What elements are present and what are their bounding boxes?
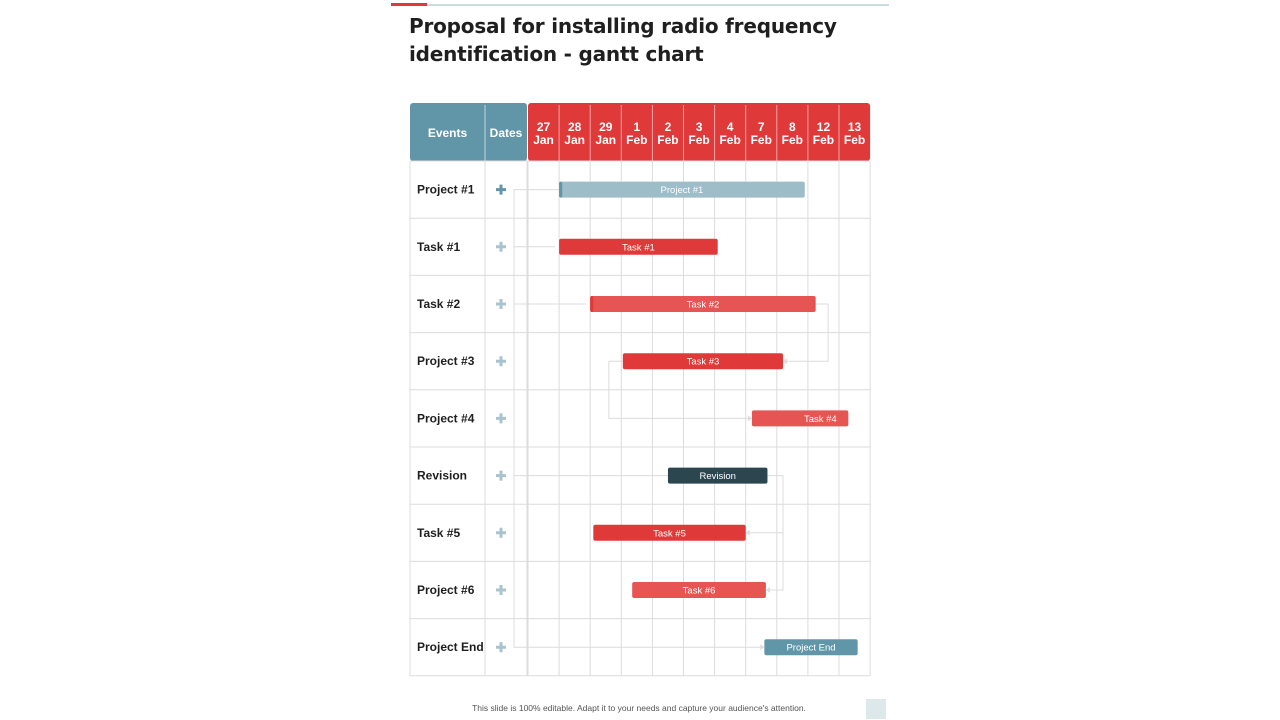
gantt-bar-label: Project #1 xyxy=(660,185,704,197)
connector-arrowhead xyxy=(783,358,787,364)
page-title: Proposal for installing radio frequency identification - gantt chart xyxy=(409,14,837,66)
date-day-label: 3 xyxy=(695,120,703,134)
event-label: Task #5 xyxy=(417,525,461,540)
gantt-bar-label: Task #5 xyxy=(653,528,686,540)
date-month-label: Feb xyxy=(688,133,710,147)
date-month-label: Feb xyxy=(750,133,772,147)
date-day-label: 4 xyxy=(726,120,734,134)
date-month-label: Feb xyxy=(719,133,741,147)
header-dates-label: Dates xyxy=(489,126,523,140)
connector-arrowhead xyxy=(766,587,770,593)
plus-icon xyxy=(496,356,506,366)
date-day-label: 29 xyxy=(599,120,613,134)
date-day-label: 13 xyxy=(847,120,862,134)
event-label: Project #6 xyxy=(417,583,475,597)
date-month-label: Jan xyxy=(564,133,585,147)
gantt-bar-label: Project End xyxy=(786,642,836,654)
event-label: Project End xyxy=(417,640,484,655)
header-events-label: Events xyxy=(427,126,468,140)
gantt-bar-progress xyxy=(590,296,593,312)
footer-note: This slide is 100% editable. Adapt it to your needs and capture your audience's attention. xyxy=(472,703,806,713)
plus-icon xyxy=(496,471,506,481)
date-day-label: 1 xyxy=(633,120,641,134)
plus-icon xyxy=(496,642,506,652)
plus-icon xyxy=(496,413,506,423)
gantt-bar-label: Task #1 xyxy=(622,242,655,254)
date-day-label: 7 xyxy=(757,120,765,134)
gantt-bar-label: Task #2 xyxy=(686,299,720,311)
plus-icon xyxy=(496,185,506,195)
gantt-bar-label: Task #3 xyxy=(686,356,720,368)
date-day-label: 27 xyxy=(536,120,551,134)
event-label: Revision xyxy=(417,468,468,483)
date-day-label: 12 xyxy=(816,120,831,134)
plus-icon xyxy=(496,242,506,252)
connector-arrowhead xyxy=(760,644,764,650)
gantt-bar-label: Revision xyxy=(699,471,736,483)
plus-icon xyxy=(496,299,506,309)
event-label: Task #1 xyxy=(417,239,461,254)
date-month-label: Feb xyxy=(781,133,804,147)
plus-icon xyxy=(496,585,506,595)
event-label: Project #1 xyxy=(417,182,475,197)
date-day-label: 8 xyxy=(789,120,796,134)
event-label: Project #4 xyxy=(417,411,475,426)
plus-icon xyxy=(496,528,506,538)
date-month-label: Feb xyxy=(657,133,679,147)
event-label: Task #2 xyxy=(417,297,461,311)
date-month-label: Jan xyxy=(595,133,617,147)
connector-arrowhead xyxy=(748,415,752,421)
date-month-label: Feb xyxy=(626,133,648,147)
gantt-bar-progress xyxy=(559,182,562,198)
gantt-bar-label: Task #6 xyxy=(682,585,716,597)
date-month-label: Feb xyxy=(812,133,835,147)
corner-decoration xyxy=(866,699,886,719)
event-label: Project #3 xyxy=(417,354,475,369)
date-day-label: 2 xyxy=(664,120,672,134)
date-day-label: 28 xyxy=(567,120,582,134)
connector-arrowhead xyxy=(746,530,750,536)
gantt-bar-label: Task #4 xyxy=(803,413,837,425)
date-month-label: Jan xyxy=(533,133,554,147)
date-month-label: Feb xyxy=(843,133,866,147)
